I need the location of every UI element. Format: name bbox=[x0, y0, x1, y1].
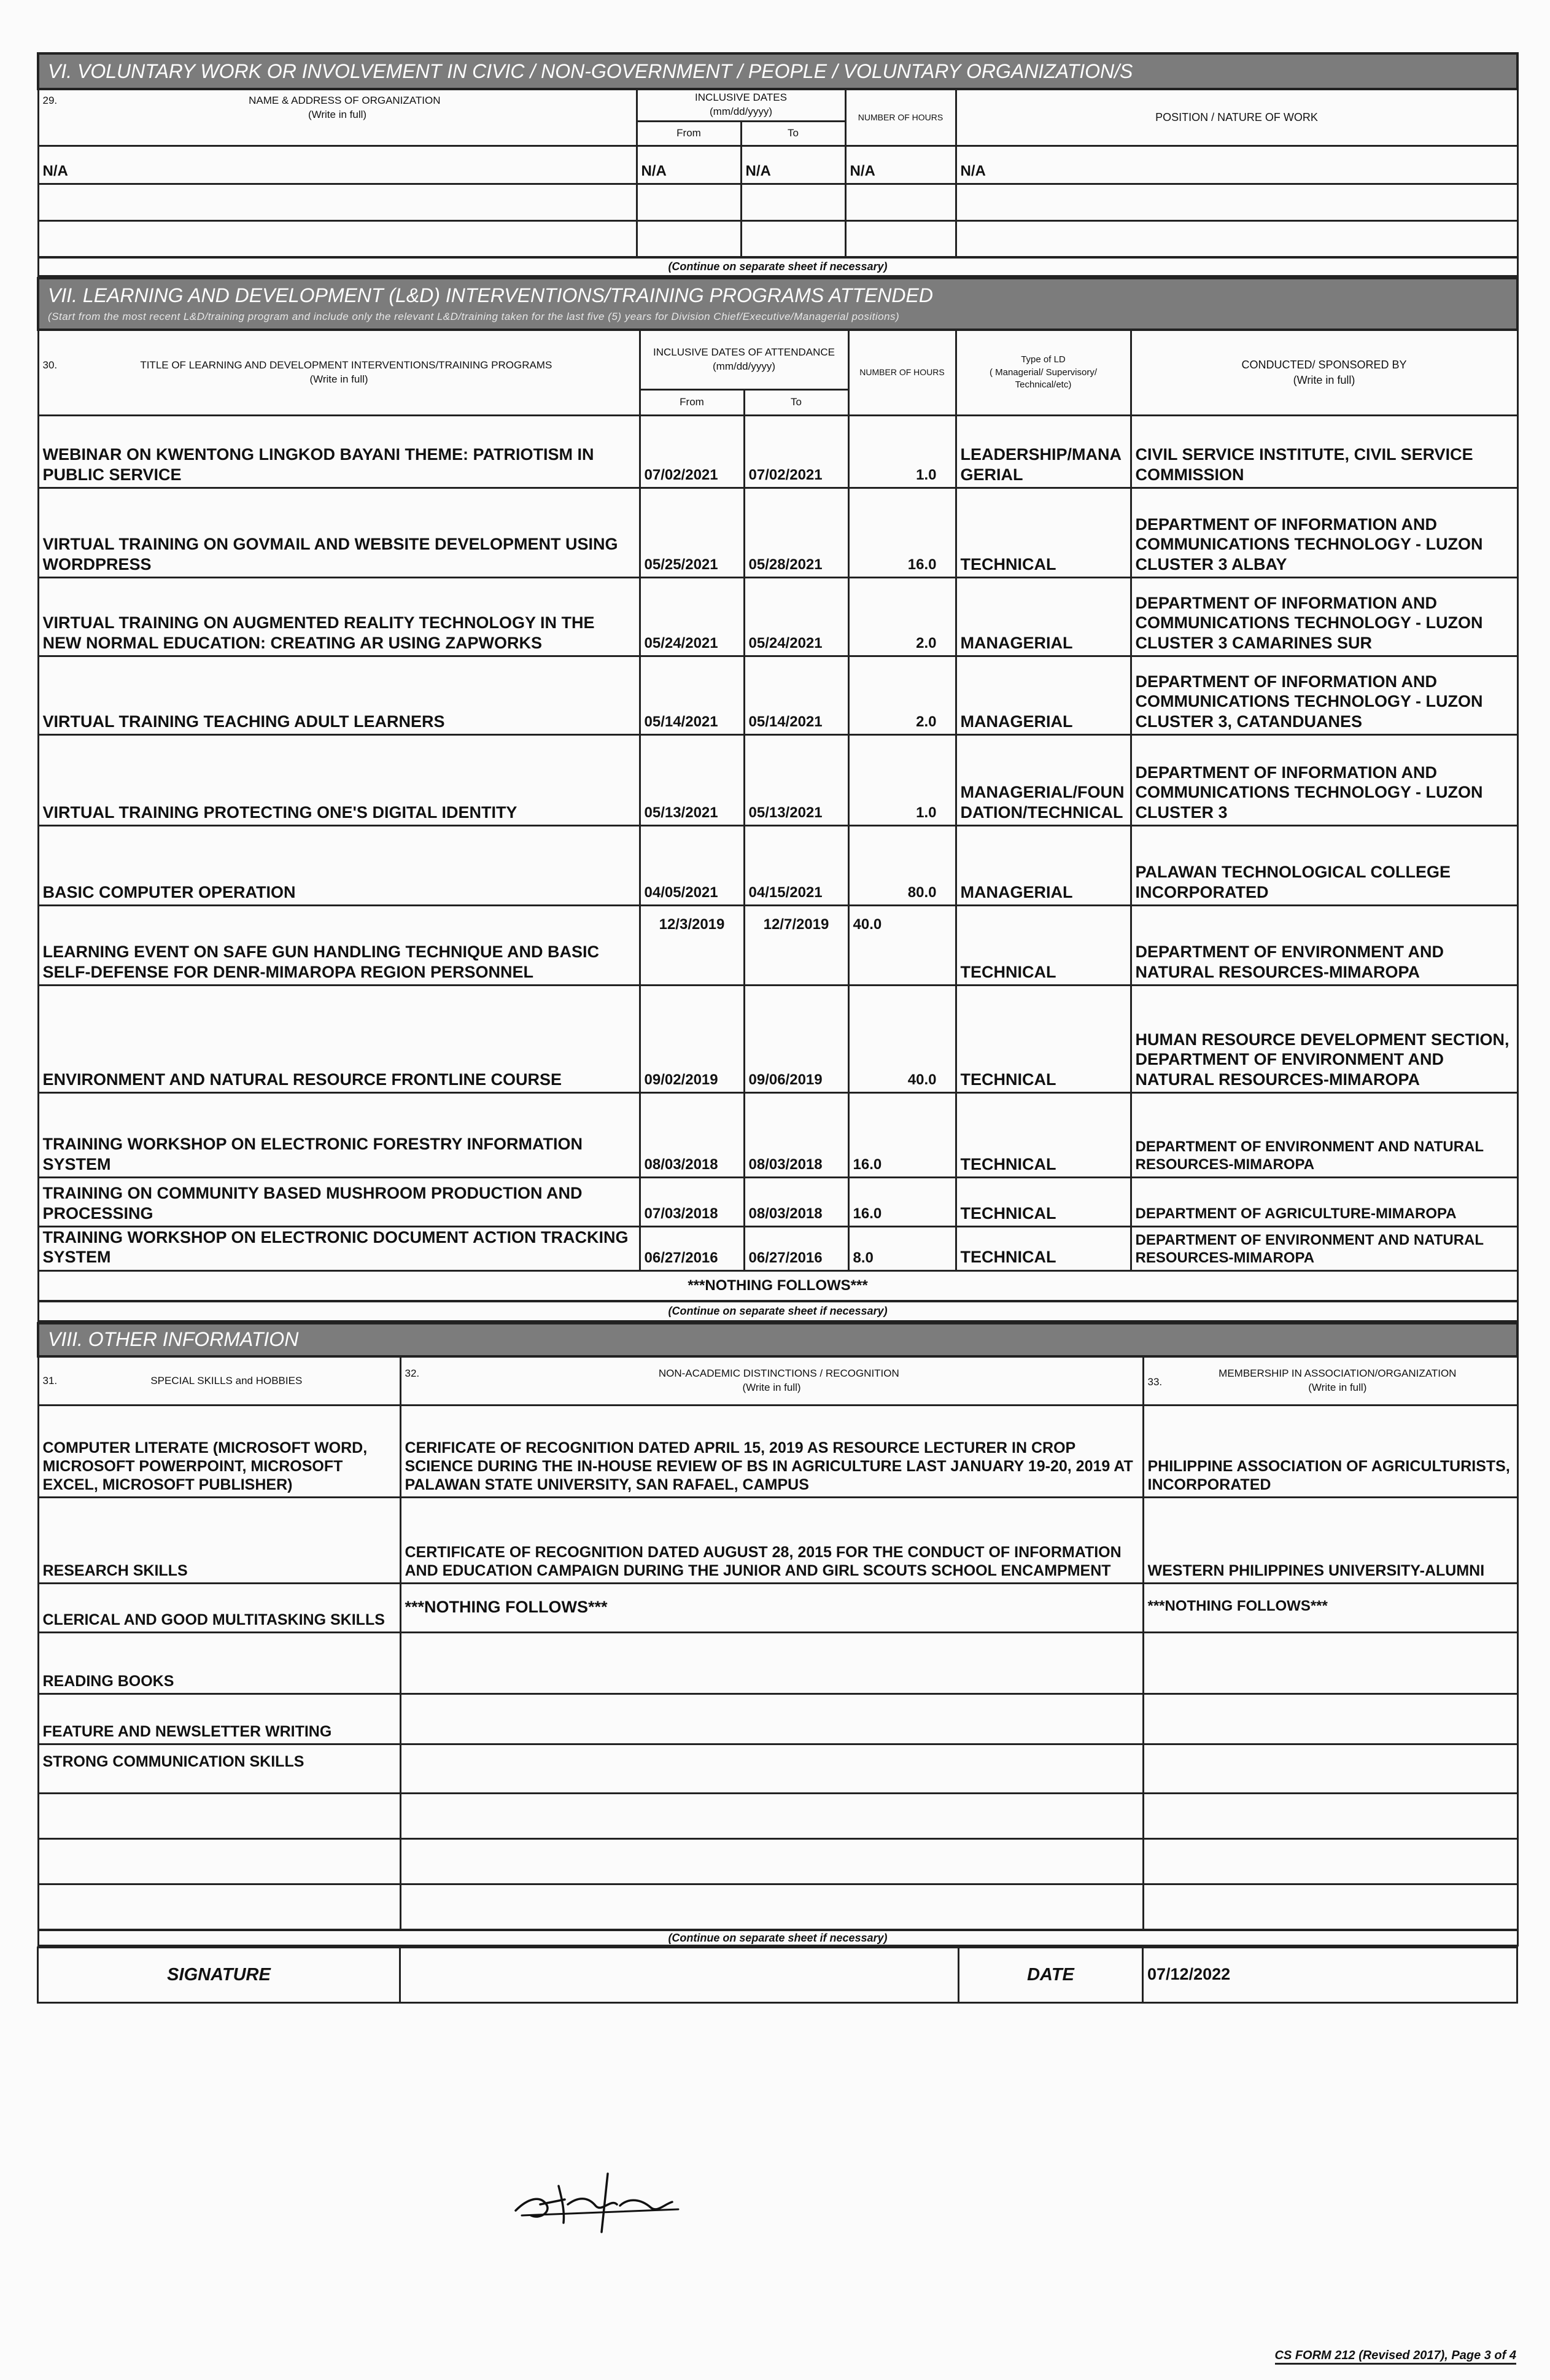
training-type: TECHNICAL bbox=[956, 906, 1131, 986]
training-title: TRAINING WORKSHOP ON ELECTRONIC DOCUMENT ACTION TRACKING SYSTEM bbox=[38, 1227, 640, 1271]
s8-num-32: 32. bbox=[405, 1367, 420, 1380]
training-hours: 1.0 bbox=[848, 735, 956, 826]
s6-item-number: 29. bbox=[42, 95, 58, 106]
table-row bbox=[38, 1178, 1517, 1227]
training-sponsor: DEPARTMENT OF ENVIRONMENT AND NATURAL RESOURCES-MIMAROPA bbox=[1131, 1227, 1517, 1271]
training-from: 05/14/2021 bbox=[640, 656, 744, 735]
s8-continue-note: (Continue on separate sheet if necessary) bbox=[38, 1930, 1517, 1946]
training-to: 05/24/2021 bbox=[744, 578, 848, 656]
training-to: 08/03/2018 bbox=[744, 1093, 848, 1178]
voluntary-work-table bbox=[37, 52, 1519, 277]
s7-to-header: To bbox=[744, 390, 848, 416]
training-table bbox=[37, 277, 1519, 1322]
skill-item: READING BOOKS bbox=[38, 1633, 400, 1694]
training-title: VIRTUAL TRAINING ON GOVMAIL AND WEBSITE DEVELOPMENT USING WORDPRESS bbox=[38, 488, 640, 578]
s6-to: N/A bbox=[741, 146, 845, 184]
training-from: 05/24/2021 bbox=[640, 578, 744, 656]
training-type: TECHNICAL bbox=[956, 1227, 1131, 1271]
s6-from-header: From bbox=[637, 121, 741, 146]
s6-continue-note: (Continue on separate sheet if necessary) bbox=[38, 257, 1517, 276]
handwritten-signature bbox=[503, 2161, 688, 2235]
s8-distinctions-header bbox=[400, 1356, 1143, 1406]
training-sponsor: DEPARTMENT OF INFORMATION AND COMMUNICATIONS TECHNOLOGY - LUZON CLUSTER 3, CATANDUANES bbox=[1131, 656, 1517, 735]
table-row bbox=[38, 1633, 1517, 1694]
s8-skills-label: SPECIAL SKILLS and HOBBIES bbox=[150, 1374, 303, 1386]
s7-title-sub: (Write in full) bbox=[309, 373, 368, 385]
s6-org-name: N/A bbox=[38, 146, 637, 184]
table-row bbox=[38, 578, 1517, 656]
skill-item: STRONG COMMUNICATION SKILLS bbox=[38, 1744, 400, 1794]
s6-hours: N/A bbox=[845, 146, 956, 184]
training-type: TECHNICAL bbox=[956, 1178, 1131, 1227]
distinction-item: CERIFICATE OF RECOGNITION DATED APRIL 15, 2019 AS RESOURCE LECTURER IN CROP SCIENCE DURING THE IN-HOUSE REVIEW OF BS IN AGRICULTURE LAST JANUARY 19-20, 2019 AT PALAWAN STATE UNIVERSITY, SAN RAFAEL, CAMPUS bbox=[400, 1406, 1143, 1498]
table-row bbox=[38, 1093, 1517, 1178]
skill-item: CLERICAL AND GOOD MULTITASKING SKILLS bbox=[38, 1584, 400, 1633]
training-to: 12/7/2019 bbox=[744, 906, 848, 986]
training-type: MANAGERIAL bbox=[956, 578, 1131, 656]
s7-type-sub: ( Managerial/ Supervisory/ Technical/etc) bbox=[989, 367, 1098, 390]
s6-dates-sub: (mm/dd/yyyy) bbox=[710, 106, 772, 118]
s7-sponsor-label: CONDUCTED/ SPONSORED BY bbox=[1241, 359, 1407, 371]
date-label: DATE bbox=[959, 1948, 1143, 2003]
table-row bbox=[38, 656, 1517, 735]
table-row bbox=[38, 416, 1517, 488]
table-row bbox=[38, 1406, 1517, 1498]
training-type: MANAGERIAL bbox=[956, 656, 1131, 735]
s7-from-header: From bbox=[640, 390, 744, 416]
training-hours: 40.0 bbox=[848, 906, 956, 986]
training-title: LEARNING EVENT ON SAFE GUN HANDLING TECHNIQUE AND BASIC SELF-DEFENSE FOR DENR-MIMAROPA REGION PERSONNEL bbox=[38, 906, 640, 986]
training-sponsor: HUMAN RESOURCE DEVELOPMENT SECTION, DEPARTMENT OF ENVIRONMENT AND NATURAL RESOURCES-MIMAROPA bbox=[1131, 986, 1517, 1093]
s8-skills-header bbox=[38, 1356, 400, 1406]
s7-sponsor-sub: (Write in full) bbox=[1293, 373, 1355, 386]
training-to: 05/14/2021 bbox=[744, 656, 848, 735]
training-hours: 2.0 bbox=[848, 578, 956, 656]
table-row bbox=[38, 1694, 1517, 1744]
table-row bbox=[38, 826, 1517, 906]
s7-type-header bbox=[956, 330, 1131, 416]
training-to: 07/02/2021 bbox=[744, 416, 848, 488]
section-8-title: VIII. OTHER INFORMATION bbox=[38, 1323, 1517, 1356]
skill-item: FEATURE AND NEWSLETTER WRITING bbox=[38, 1694, 400, 1744]
training-to: 09/06/2019 bbox=[744, 986, 848, 1093]
training-from: 06/27/2016 bbox=[640, 1227, 744, 1271]
s7-dates-label: INCLUSIVE DATES OF ATTENDANCE bbox=[653, 346, 835, 358]
training-from: 08/03/2018 bbox=[640, 1093, 744, 1178]
distinction-item: CERTIFICATE OF RECOGNITION DATED AUGUST 28, 2015 FOR THE CONDUCT OF INFORMATION AND EDUCATION CAMPAIGN DURING THE JUNIOR AND GIRL SCOUTS SCHOOL ENCAMPMENT bbox=[400, 1498, 1143, 1584]
training-to: 04/15/2021 bbox=[744, 826, 848, 906]
training-sponsor: DEPARTMENT OF ENVIRONMENT AND NATURAL RESOURCES-MIMAROPA bbox=[1131, 1093, 1517, 1178]
s7-title-text: VII. LEARNING AND DEVELOPMENT (L&D) INTERVENTIONS/TRAINING PROGRAMS ATTENDED bbox=[48, 284, 933, 306]
table-row bbox=[38, 735, 1517, 826]
training-from: 07/03/2018 bbox=[640, 1178, 744, 1227]
skill-item: COMPUTER LITERATE (MICROSOFT WORD, MICROSOFT POWERPOINT, MICROSOFT EXCEL, MICROSOFT PUBLISHER) bbox=[38, 1406, 400, 1498]
training-sponsor: DEPARTMENT OF ENVIRONMENT AND NATURAL RESOURCES-MIMAROPA bbox=[1131, 906, 1517, 986]
training-type: TECHNICAL bbox=[956, 1093, 1131, 1178]
training-title: WEBINAR ON KWENTONG LINGKOD BAYANI THEME: PATRIOTISM IN PUBLIC SERVICE bbox=[38, 416, 640, 488]
s7-continue-note: (Continue on separate sheet if necessary) bbox=[38, 1301, 1517, 1321]
training-hours: 40.0 bbox=[848, 986, 956, 1093]
training-to: 05/13/2021 bbox=[744, 735, 848, 826]
s8-distinctions-sub: (Write in full) bbox=[742, 1382, 801, 1394]
membership-item: ***NOTHING FOLLOWS*** bbox=[1143, 1584, 1517, 1633]
s6-hours-header: NUMBER OF HOURS bbox=[845, 89, 956, 146]
table-row bbox=[38, 906, 1517, 986]
s7-dates-sub: (mm/dd/yyyy) bbox=[713, 360, 775, 372]
training-to: 05/28/2021 bbox=[744, 488, 848, 578]
training-from: 12/3/2019 bbox=[640, 906, 744, 986]
s6-row bbox=[38, 146, 1517, 184]
training-title: TRAINING WORKSHOP ON ELECTRONIC FORESTRY INFORMATION SYSTEM bbox=[38, 1093, 640, 1178]
section-7-title bbox=[38, 278, 1517, 330]
s7-subtitle: (Start from the most recent L&D/training program and include only the relevant L&D/training taken for the last five (5) years for Division Chief/Executive/Managerial positions) bbox=[48, 311, 900, 322]
training-to: 06/27/2016 bbox=[744, 1227, 848, 1271]
signature-table bbox=[37, 1946, 1518, 2004]
training-type: TECHNICAL bbox=[956, 986, 1131, 1093]
skill-item: RESEARCH SKILLS bbox=[38, 1498, 400, 1584]
table-row bbox=[38, 1227, 1517, 1271]
signature-label: SIGNATURE bbox=[38, 1948, 400, 2003]
s6-dates-header bbox=[637, 89, 845, 121]
training-from: 05/25/2021 bbox=[640, 488, 744, 578]
s7-title-label: TITLE OF LEARNING AND DEVELOPMENT INTERVENTIONS/TRAINING PROGRAMS bbox=[140, 359, 552, 371]
s6-to-header: To bbox=[741, 121, 845, 146]
training-hours: 16.0 bbox=[848, 1178, 956, 1227]
s6-position: N/A bbox=[956, 146, 1517, 184]
training-title: TRAINING ON COMMUNITY BASED MUSHROOM PRODUCTION AND PROCESSING bbox=[38, 1178, 640, 1227]
s7-item-number: 30. bbox=[42, 359, 58, 371]
training-title: VIRTUAL TRAINING TEACHING ADULT LEARNERS bbox=[38, 656, 640, 735]
membership-item: WESTERN PHILIPPINES UNIVERSITY-ALUMNI bbox=[1143, 1498, 1517, 1584]
training-hours: 16.0 bbox=[848, 1093, 956, 1178]
s8-membership-label: MEMBERSHIP IN ASSOCIATION/ORGANIZATION bbox=[1219, 1367, 1457, 1380]
distinction-item: ***NOTHING FOLLOWS*** bbox=[400, 1584, 1143, 1633]
membership-item: PHILIPPINE ASSOCIATION OF AGRICULTURISTS, INCORPORATED bbox=[1143, 1406, 1517, 1498]
training-hours: 1.0 bbox=[848, 416, 956, 488]
s6-name-header bbox=[38, 89, 637, 146]
training-hours: 8.0 bbox=[848, 1227, 956, 1271]
training-to: 08/03/2018 bbox=[744, 1178, 848, 1227]
training-type: LEADERSHIP/MANAGERIAL bbox=[956, 416, 1131, 488]
pds-form bbox=[37, 52, 1516, 2379]
training-sponsor: PALAWAN TECHNOLOGICAL COLLEGE INCORPORATED bbox=[1131, 826, 1517, 906]
s7-title-header bbox=[38, 330, 640, 416]
training-sponsor: DEPARTMENT OF INFORMATION AND COMMUNICATIONS TECHNOLOGY - LUZON CLUSTER 3 bbox=[1131, 735, 1517, 826]
training-from: 04/05/2021 bbox=[640, 826, 744, 906]
training-title: VIRTUAL TRAINING PROTECTING ONE'S DIGITAL IDENTITY bbox=[38, 735, 640, 826]
training-type: MANAGERIAL bbox=[956, 826, 1131, 906]
table-row bbox=[38, 1584, 1517, 1633]
section-6-title: VI. VOLUNTARY WORK OR INVOLVEMENT IN CIVIC / NON-GOVERNMENT / PEOPLE / VOLUNTARY ORGANIZATION/S bbox=[38, 53, 1517, 89]
training-sponsor: DEPARTMENT OF INFORMATION AND COMMUNICATIONS TECHNOLOGY - LUZON CLUSTER 3 ALBAY bbox=[1131, 488, 1517, 578]
training-type: TECHNICAL bbox=[956, 488, 1131, 578]
training-sponsor: CIVIL SERVICE INSTITUTE, CIVIL SERVICE COMMISSION bbox=[1131, 416, 1517, 488]
s6-from: N/A bbox=[637, 146, 741, 184]
training-from: 09/02/2019 bbox=[640, 986, 744, 1093]
s6-position-header: POSITION / NATURE OF WORK bbox=[956, 89, 1517, 146]
training-hours: 80.0 bbox=[848, 826, 956, 906]
table-row bbox=[38, 488, 1517, 578]
training-from: 07/02/2021 bbox=[640, 416, 744, 488]
s7-dates-header bbox=[640, 330, 848, 390]
s7-sponsor-header bbox=[1131, 330, 1517, 416]
training-title: BASIC COMPUTER OPERATION bbox=[38, 826, 640, 906]
s6-dates-label: INCLUSIVE DATES bbox=[695, 91, 787, 104]
signature-field[interactable] bbox=[400, 1948, 959, 2003]
training-sponsor: DEPARTMENT OF AGRICULTURE-MIMAROPA bbox=[1131, 1178, 1517, 1227]
s6-name-sub: (Write in full) bbox=[308, 108, 367, 120]
training-title: VIRTUAL TRAINING ON AUGMENTED REALITY TECHNOLOGY IN THE NEW NORMAL EDUCATION: CREATING AR USING ZAPWORKS bbox=[38, 578, 640, 656]
s7-hours-header: NUMBER OF HOURS bbox=[848, 330, 956, 416]
training-hours: 2.0 bbox=[848, 656, 956, 735]
s8-num-33: 33. bbox=[1147, 1376, 1163, 1388]
training-sponsor: DEPARTMENT OF INFORMATION AND COMMUNICATIONS TECHNOLOGY - LUZON CLUSTER 3 CAMARINES SUR bbox=[1131, 578, 1517, 656]
date-field[interactable]: 07/12/2022 bbox=[1143, 1948, 1517, 2003]
s8-distinctions-label: NON-ACADEMIC DISTINCTIONS / RECOGNITION bbox=[658, 1367, 899, 1380]
training-hours: 16.0 bbox=[848, 488, 956, 578]
training-from: 05/13/2021 bbox=[640, 735, 744, 826]
table-row bbox=[38, 1498, 1517, 1584]
table-row bbox=[38, 986, 1517, 1093]
training-type: MANAGERIAL/FOUNDATION/TECHNICAL bbox=[956, 735, 1131, 826]
table-row bbox=[38, 1744, 1517, 1794]
other-info-table bbox=[37, 1322, 1519, 1947]
s8-membership-header bbox=[1143, 1356, 1517, 1406]
s6-name-label: NAME & ADDRESS OF ORGANIZATION bbox=[249, 95, 441, 106]
s8-membership-sub: (Write in full) bbox=[1308, 1382, 1367, 1394]
training-title: ENVIRONMENT AND NATURAL RESOURCE FRONTLINE COURSE bbox=[38, 986, 640, 1093]
form-footer: CS FORM 212 (Revised 2017), Page 3 of 4 bbox=[1275, 2349, 1517, 2365]
s7-nothing-follows: ***NOTHING FOLLOWS*** bbox=[38, 1270, 1517, 1301]
s7-type-label: Type of LD bbox=[1021, 354, 1066, 365]
s8-num-31: 31. bbox=[42, 1374, 58, 1386]
